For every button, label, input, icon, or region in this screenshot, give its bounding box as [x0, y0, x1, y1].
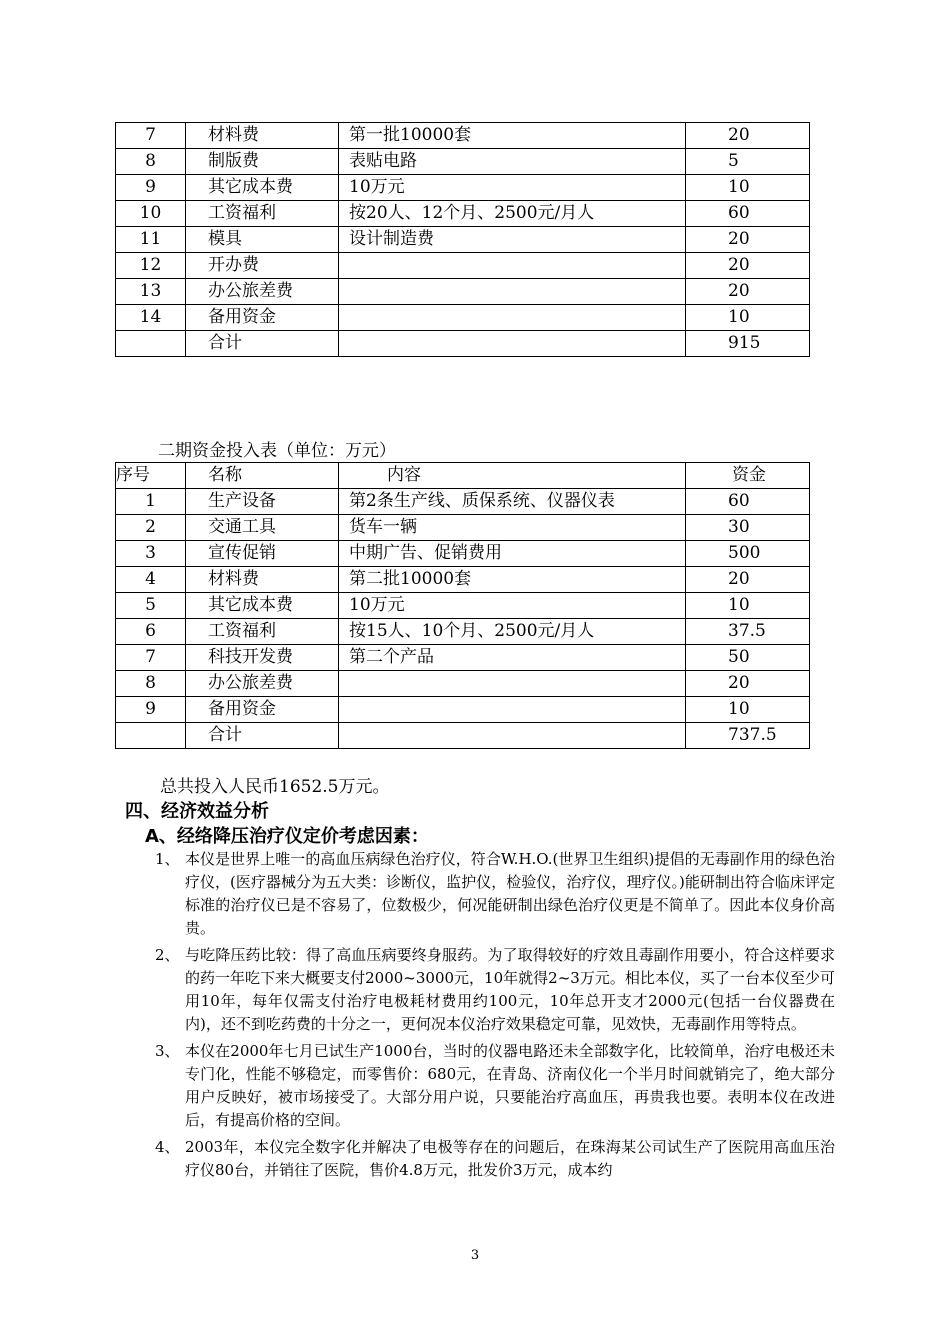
table-row — [116, 253, 810, 279]
cell-name: 工资福利 — [186, 201, 339, 227]
cell-content — [339, 723, 686, 749]
list-item — [155, 944, 835, 1036]
cell-content: 中期广告、促销费用 — [339, 541, 686, 567]
cell-amount: 5 — [686, 149, 810, 175]
header-name: 名称 — [186, 463, 339, 489]
cell-no: 9 — [116, 697, 186, 723]
cell-name: 其它成本费 — [186, 175, 339, 201]
cell-no: 5 — [116, 593, 186, 619]
list-item — [155, 848, 835, 940]
total-investment: 总共投入人民币1652.5万元。 — [160, 777, 390, 797]
table-row — [116, 175, 810, 201]
table-row — [116, 645, 810, 671]
table-row — [116, 331, 810, 357]
cell-amount: 20 — [686, 279, 810, 305]
item-text: 2003年，本仪完全数字化并解决了电极等存在的问题后，在珠海某公司试生产了医院用高血压治疗仪80台，并销往了医院，售价4.8万元，批发价3万元，成本约 — [185, 1138, 835, 1179]
table-row — [116, 567, 810, 593]
table-header-row — [116, 463, 810, 489]
cell-amount: 915 — [686, 331, 810, 357]
cell-name: 交通工具 — [186, 515, 339, 541]
cell-amount: 20 — [686, 671, 810, 697]
cell-no: 13 — [116, 279, 186, 305]
cell-no: 6 — [116, 619, 186, 645]
item-number: 4、 — [155, 1138, 180, 1156]
cell-amount: 20 — [686, 123, 810, 149]
cell-no: 7 — [116, 123, 186, 149]
cell-name: 工资福利 — [186, 619, 339, 645]
cell-amount: 737.5 — [686, 723, 810, 749]
cell-content: 第二批10000套 — [339, 567, 686, 593]
page-number: 3 — [470, 1248, 480, 1263]
cell-name: 制版费 — [186, 149, 339, 175]
cell-no: 10 — [116, 201, 186, 227]
cell-name: 模具 — [186, 227, 339, 253]
cell-name: 材料费 — [186, 567, 339, 593]
cell-amount: 10 — [686, 593, 810, 619]
cell-content: 表贴电路 — [339, 149, 686, 175]
cell-amount: 37.5 — [686, 619, 810, 645]
cell-name: 生产设备 — [186, 489, 339, 515]
item-number: 3、 — [155, 1042, 180, 1060]
cell-no — [116, 331, 186, 357]
table-row — [116, 619, 810, 645]
cell-name: 备用资金 — [186, 305, 339, 331]
table-row — [116, 149, 810, 175]
table-row — [116, 515, 810, 541]
cell-amount: 10 — [686, 697, 810, 723]
table-row — [116, 227, 810, 253]
table-row — [116, 123, 810, 149]
cell-name: 其它成本费 — [186, 593, 339, 619]
table-row — [116, 671, 810, 697]
cell-content: 按20人、12个月、2500元/月人 — [339, 201, 686, 227]
table-row — [116, 279, 810, 305]
cell-amount: 30 — [686, 515, 810, 541]
header-amount: 资金 — [686, 463, 810, 489]
table-row — [116, 489, 810, 515]
cell-no: 8 — [116, 671, 186, 697]
cell-no: 11 — [116, 227, 186, 253]
cell-name: 开办费 — [186, 253, 339, 279]
item-number: 2、 — [155, 946, 180, 964]
header-content: 内容 — [339, 463, 686, 489]
cell-amount: 10 — [686, 175, 810, 201]
list-item — [155, 1040, 835, 1132]
cell-content: 设计制造费 — [339, 227, 686, 253]
cell-amount: 20 — [686, 567, 810, 593]
table-row — [116, 305, 810, 331]
cell-amount: 20 — [686, 253, 810, 279]
table2-caption: 二期资金投入表（单位：万元） — [158, 441, 396, 461]
cell-no: 1 — [116, 489, 186, 515]
section-4-title: 四、经济效益分析 — [125, 801, 269, 822]
cell-name: 办公旅差费 — [186, 671, 339, 697]
pricing-factors-list — [155, 848, 835, 1186]
table-row — [116, 541, 810, 567]
table-row — [116, 697, 810, 723]
cell-content — [339, 671, 686, 697]
cell-content — [339, 331, 686, 357]
cell-content: 按15人、10个月、2500元/月人 — [339, 619, 686, 645]
table-row — [116, 593, 810, 619]
cell-name: 科技开发费 — [186, 645, 339, 671]
investment-table-1 — [115, 122, 810, 357]
cell-amount: 500 — [686, 541, 810, 567]
table-row — [116, 201, 810, 227]
cell-amount: 60 — [686, 489, 810, 515]
header-no: 序号 — [116, 463, 186, 489]
list-item — [155, 1136, 835, 1182]
cell-content — [339, 697, 686, 723]
cell-content: 10万元 — [339, 593, 686, 619]
cell-name: 合计 — [186, 723, 339, 749]
cell-content: 第一批10000套 — [339, 123, 686, 149]
cell-no — [116, 723, 186, 749]
cell-name: 办公旅差费 — [186, 279, 339, 305]
cell-amount: 10 — [686, 305, 810, 331]
cell-content: 第2条生产线、质保系统、仪器仪表 — [339, 489, 686, 515]
cell-name: 备用资金 — [186, 697, 339, 723]
item-text: 本仪是世界上唯一的高血压病绿色治疗仪，符合W.H.O.(世界卫生组织)提倡的无毒副作用的绿色治疗仪，(医疗器械分为五大类：诊断仪，监护仪，检验仪，治疗仪，理疗仪。)能研制出符合临床评定标准的治疗仪已是不容易了，位数极少，何况能研制出绿色治疗仪更是不简单了。因此本仪身价高贵。 — [185, 850, 835, 937]
cell-no: 12 — [116, 253, 186, 279]
cell-name: 宣传促销 — [186, 541, 339, 567]
cell-content: 货车一辆 — [339, 515, 686, 541]
item-text: 本仪在2000年七月已试生产1000台，当时的仪器电路还未全部数字化，比较简单，治疗电极还未专门化，性能不够稳定，而零售价：680元，在青岛、济南仪化一个半月时间就销完了，绝大部分用户反映好，被市场接受了。大部分用户说，只要能治疗高血压，再贵我也要。表明本仪在改进后，有提高价格的空间。 — [185, 1042, 835, 1129]
cell-amount: 20 — [686, 227, 810, 253]
cell-content — [339, 305, 686, 331]
cell-amount: 50 — [686, 645, 810, 671]
cell-no: 14 — [116, 305, 186, 331]
item-text: 与吃降压药比较：得了高血压病要终身服药。为了取得较好的疗效且毒副作用要小，符合这样要求的药一年吃下来大概要支付2000~3000元，10年就得2~3万元。相比本仪，买了一台本仪至少可用10年，每年仅需支付治疗电极耗材费用约100元，10年总开支才2000元(包括一台仪器费在内)，还不到吃药费的十分之一，更何况本仪治疗效果稳定可靠，见效快，无毒副作用等特点。 — [185, 946, 835, 1033]
item-number: 1、 — [155, 850, 180, 868]
cell-no: 2 — [116, 515, 186, 541]
cell-content: 10万元 — [339, 175, 686, 201]
cell-name: 合计 — [186, 331, 339, 357]
cell-content — [339, 253, 686, 279]
cell-no: 4 — [116, 567, 186, 593]
cell-content: 第二个产品 — [339, 645, 686, 671]
cell-amount: 60 — [686, 201, 810, 227]
cell-no: 7 — [116, 645, 186, 671]
cell-content — [339, 279, 686, 305]
cell-no: 3 — [116, 541, 186, 567]
cell-name: 材料费 — [186, 123, 339, 149]
section-a-title: A、经络降压治疗仪定价考虑因素： — [145, 826, 429, 847]
table-row — [116, 723, 810, 749]
investment-table-2 — [115, 462, 810, 749]
cell-no: 8 — [116, 149, 186, 175]
cell-no: 9 — [116, 175, 186, 201]
